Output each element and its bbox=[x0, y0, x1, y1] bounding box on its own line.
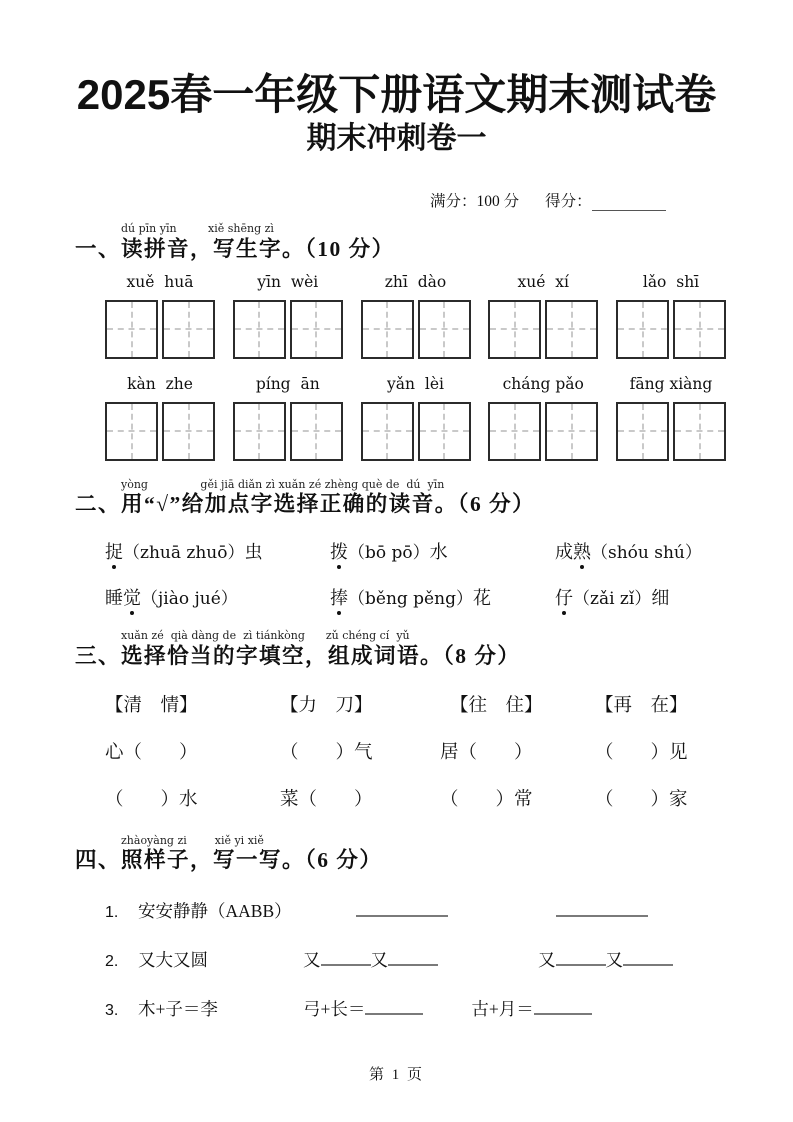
char-choice-pair: 【力 刀】 bbox=[280, 695, 373, 716]
writing-group bbox=[103, 269, 217, 359]
fill-word-cell: 菜（ ） bbox=[280, 789, 373, 810]
tianzige-pair bbox=[233, 300, 343, 359]
tianzige-pair bbox=[361, 300, 471, 359]
tianzige-box bbox=[361, 402, 414, 461]
tianzige-pair bbox=[105, 402, 215, 461]
tianzige-box bbox=[233, 402, 286, 461]
answer-blank bbox=[356, 899, 448, 918]
fill-word-row-1 bbox=[105, 738, 793, 764]
answer-blank bbox=[556, 899, 648, 918]
section-3 bbox=[75, 630, 793, 670]
tianzige-pair bbox=[616, 402, 726, 461]
item-char-dotted: 仔 bbox=[555, 584, 573, 610]
fill-word-cell: （ ）常 bbox=[440, 789, 533, 810]
tianzige-box bbox=[361, 300, 414, 359]
tianzige-box bbox=[545, 300, 598, 359]
pinyin-word: xuě huā bbox=[126, 272, 194, 291]
writing-grid-row-1 bbox=[103, 269, 728, 359]
score-line bbox=[430, 189, 793, 211]
pronunciation-item bbox=[555, 538, 702, 564]
item-number: 2. bbox=[105, 953, 119, 971]
item-char-dotted: 觉 bbox=[123, 584, 141, 610]
example-item-3 bbox=[105, 996, 793, 1021]
char-choice-pair: 【清 情】 bbox=[105, 695, 198, 716]
section-4-heading: 四、照样子，写一写。（6 分） bbox=[75, 848, 383, 873]
section-1-heading: 一、读拼音，写生字。（10 分） bbox=[75, 236, 395, 261]
item-char-after: 花 bbox=[472, 588, 491, 609]
tianzige-box bbox=[418, 300, 471, 359]
answer-blank bbox=[321, 948, 371, 967]
tianzige-pair bbox=[488, 300, 598, 359]
item-options: （zǎi zǐ） bbox=[573, 589, 652, 610]
fill-word-cell: 居（ ） bbox=[440, 742, 533, 763]
tianzige-pair bbox=[488, 402, 598, 461]
writing-group bbox=[231, 371, 345, 461]
pinyin-word: cháng pǎo bbox=[502, 374, 584, 393]
tianzige-box bbox=[105, 300, 158, 359]
item-example: 安安静静（AABB） bbox=[138, 901, 292, 922]
fill-word-cell: （ ）水 bbox=[105, 789, 198, 810]
writing-group bbox=[359, 371, 473, 461]
char-choice-pair: 【往 住】 bbox=[450, 695, 543, 716]
writing-group bbox=[359, 269, 473, 359]
pinyin-word: xué xí bbox=[517, 272, 569, 291]
full-score-label: 满分：100 分 bbox=[430, 193, 520, 211]
writing-group bbox=[486, 371, 600, 461]
example-item-2 bbox=[105, 947, 793, 972]
section-2-pinyin: yòng gěi jiā diǎn zì xuǎn zé zhèng què de dú yīn bbox=[121, 477, 445, 491]
item-number: 1. bbox=[105, 904, 119, 922]
pinyin-word: yīn wèi bbox=[257, 272, 319, 291]
answer-blank bbox=[556, 948, 606, 967]
pronunciation-item bbox=[105, 538, 330, 564]
item-options: （jiào jué） bbox=[141, 589, 238, 610]
item-example: 又大又圆 bbox=[138, 950, 208, 971]
section-2 bbox=[75, 479, 793, 519]
section-4 bbox=[75, 835, 793, 875]
writing-group bbox=[614, 269, 728, 359]
item-char-dotted: 熟 bbox=[573, 538, 591, 564]
score-blank-line bbox=[592, 196, 666, 211]
tianzige-pair bbox=[361, 402, 471, 461]
tianzige-box bbox=[290, 402, 343, 461]
tianzige-box bbox=[673, 300, 726, 359]
pinyin-word: lǎo shī bbox=[642, 272, 700, 291]
score-label: 得分： bbox=[545, 193, 592, 211]
writing-group bbox=[614, 371, 728, 461]
char-choice-pair: 【再 在】 bbox=[595, 695, 688, 716]
fill-word-cell: （ ）见 bbox=[595, 742, 688, 763]
tianzige-box bbox=[616, 402, 669, 461]
page-subtitle: 期末冲刺卷一 bbox=[306, 122, 487, 156]
section-2-heading: 二、用“√”给加点字选择正确的读音。（6 分） bbox=[75, 492, 536, 517]
tianzige-box bbox=[233, 300, 286, 359]
page-title: 2025春一年级下册语文期末测试卷 bbox=[76, 71, 717, 118]
formula-text: 弓+长＝ bbox=[303, 999, 366, 1020]
pinyin-word: yǎn lèi bbox=[387, 374, 444, 393]
tianzige-box bbox=[488, 402, 541, 461]
writing-group bbox=[231, 269, 345, 359]
writing-group bbox=[486, 269, 600, 359]
tianzige-box bbox=[545, 402, 598, 461]
tianzige-box bbox=[290, 300, 343, 359]
tianzige-box bbox=[616, 300, 669, 359]
item-char-dotted: 拨 bbox=[330, 538, 348, 564]
section-1-pinyin: dú pīn yīn xiě shēng zì bbox=[121, 222, 274, 236]
fill-word-cell: 心（ ） bbox=[105, 742, 198, 763]
item-char-dotted: 捉 bbox=[105, 538, 123, 564]
repeat-char: 又 bbox=[370, 950, 388, 971]
answer-blank bbox=[534, 997, 592, 1016]
pronunciation-row-2 bbox=[105, 584, 793, 610]
item-char-dotted: 捧 bbox=[330, 584, 348, 610]
item-char-after: 水 bbox=[429, 542, 448, 563]
tianzige-box bbox=[105, 402, 158, 461]
item-options: （běng pěng） bbox=[348, 589, 473, 610]
item-char-plain: 睡 bbox=[105, 588, 123, 609]
tianzige-pair bbox=[616, 300, 726, 359]
item-char-after: 细 bbox=[651, 588, 670, 609]
repeat-char: 又 bbox=[605, 950, 623, 971]
pinyin-word: fāng xiàng bbox=[629, 374, 713, 393]
writing-grid-row-2 bbox=[103, 371, 728, 461]
tianzige-box bbox=[673, 402, 726, 461]
char-choice-brackets-row bbox=[105, 691, 793, 717]
item-char-after: 虫 bbox=[244, 542, 263, 563]
answer-blank bbox=[623, 948, 673, 967]
tianzige-box bbox=[162, 300, 215, 359]
repeat-char: 又 bbox=[538, 950, 556, 971]
item-example: 木+子＝李 bbox=[138, 999, 218, 1020]
repeat-char: 又 bbox=[303, 950, 321, 971]
example-item-1 bbox=[105, 898, 793, 923]
tianzige-box bbox=[162, 402, 215, 461]
formula-text: 古+月＝ bbox=[471, 999, 534, 1020]
answer-blank bbox=[388, 948, 438, 967]
pinyin-word: kàn zhe bbox=[127, 374, 193, 393]
section-3-pinyin: xuǎn zé qià dàng de zì tiánkòng zǔ chéng cí yǔ bbox=[121, 629, 410, 643]
section-4-pinyin: zhàoyàng zi xiě yi xiě bbox=[121, 833, 264, 847]
section-3-heading: 三、选择恰当的字填空，组成词语。（8 分） bbox=[75, 643, 521, 668]
pronunciation-item bbox=[330, 538, 555, 564]
pronunciation-item bbox=[105, 584, 330, 610]
item-options: （shóu shú） bbox=[591, 543, 702, 564]
fill-word-cell: （ ）家 bbox=[595, 789, 688, 810]
tianzige-box bbox=[418, 402, 471, 461]
section-1 bbox=[75, 223, 793, 263]
pronunciation-item bbox=[555, 584, 669, 610]
item-options: （zhuā zhuō） bbox=[123, 543, 245, 564]
fill-word-cell: （ ）气 bbox=[280, 742, 373, 763]
pronunciation-item bbox=[330, 584, 555, 610]
writing-group bbox=[103, 371, 217, 461]
answer-blank bbox=[365, 997, 423, 1016]
pinyin-word: píng ān bbox=[255, 374, 320, 393]
page-number: 第 1 页 bbox=[368, 1067, 424, 1083]
item-char-plain: 成 bbox=[555, 542, 573, 563]
item-number: 3. bbox=[105, 1002, 119, 1020]
pinyin-word: zhī dào bbox=[384, 272, 447, 291]
pronunciation-row-1 bbox=[105, 538, 793, 564]
item-options: （bō pō） bbox=[348, 543, 430, 564]
tianzige-box bbox=[488, 300, 541, 359]
tianzige-pair bbox=[233, 402, 343, 461]
tianzige-pair bbox=[105, 300, 215, 359]
fill-word-row-2 bbox=[105, 785, 793, 811]
